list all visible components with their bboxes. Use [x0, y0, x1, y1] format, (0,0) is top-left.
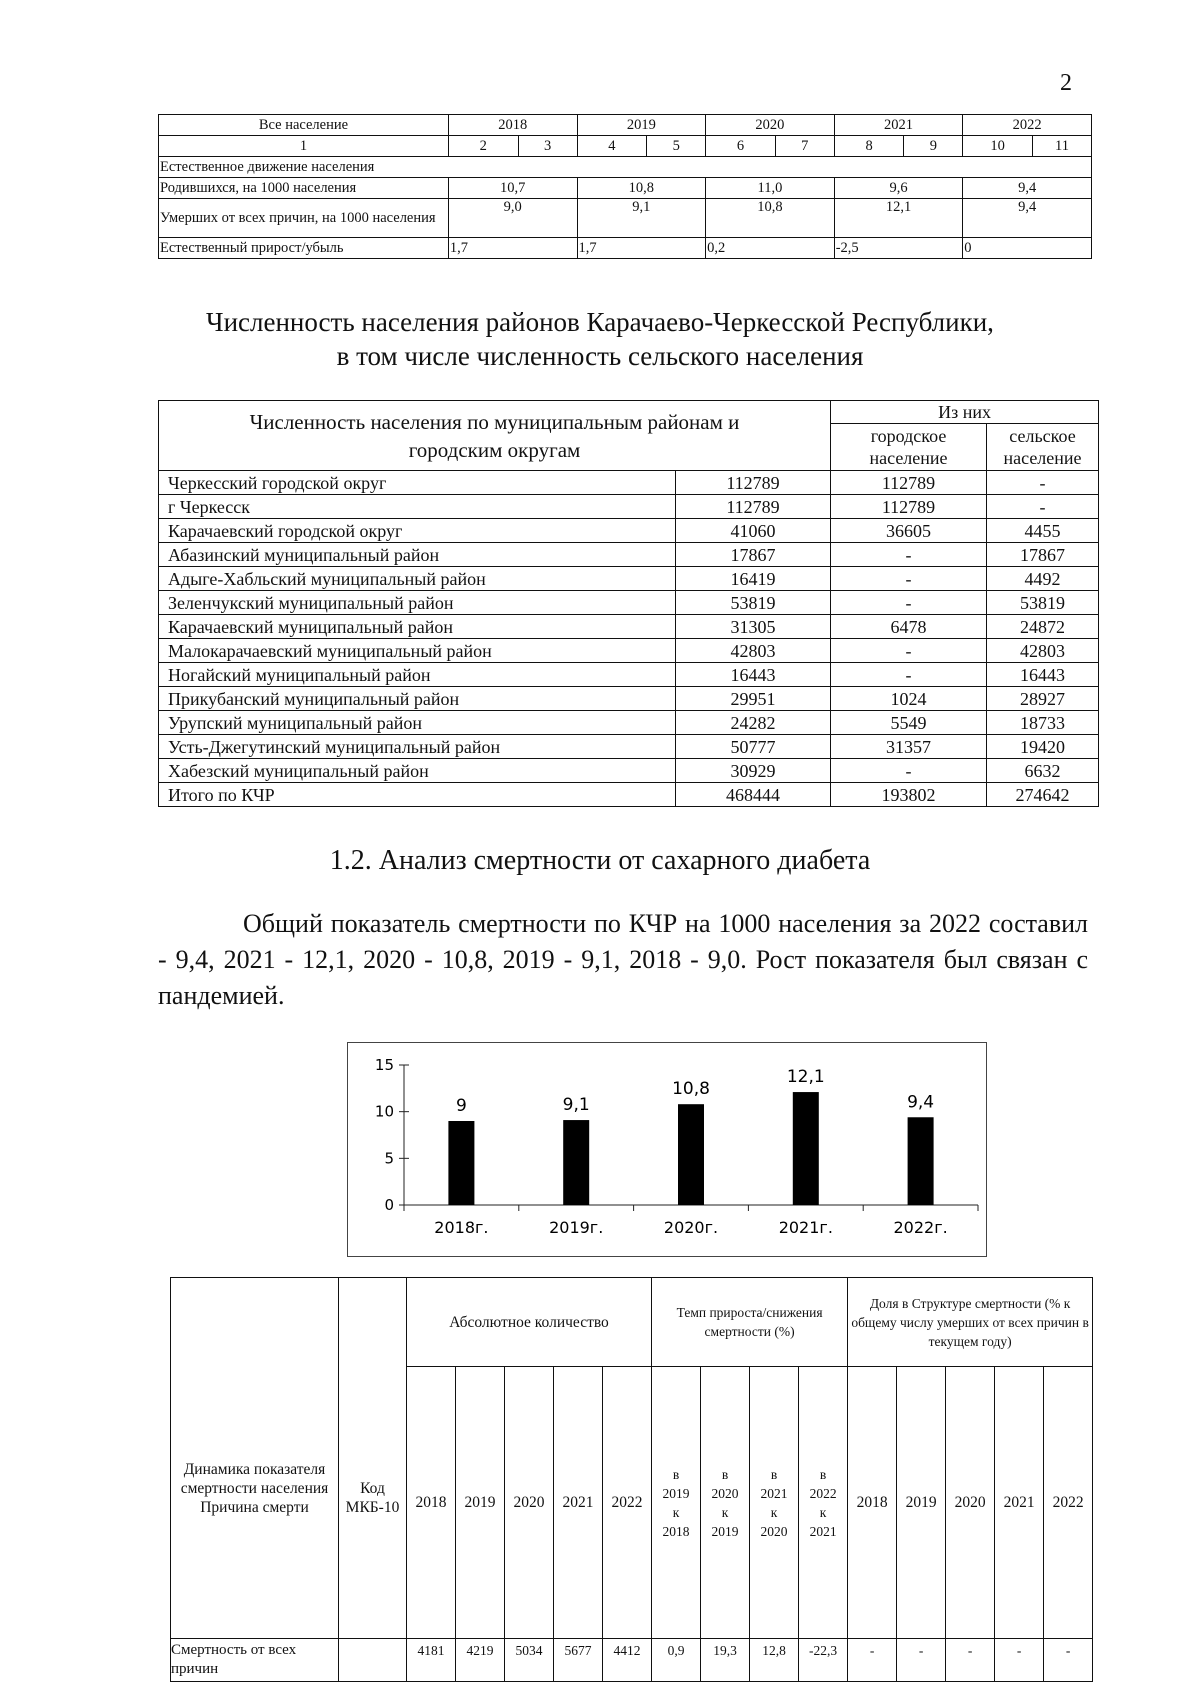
- year-header: 2021: [554, 1367, 603, 1639]
- col-number: 8: [834, 136, 904, 157]
- urban-population: 36605: [831, 519, 987, 543]
- table-row: [159, 471, 1099, 495]
- total-population: 468444: [676, 783, 831, 807]
- mortality-dynamics-table: [170, 1277, 1093, 1682]
- district-name: Зеленчукский муниципальный район: [159, 591, 676, 615]
- x-tick-label: 2020г.: [663, 1218, 719, 1237]
- share-value: -: [995, 1639, 1044, 1682]
- rate-value: 0,9: [652, 1639, 701, 1682]
- x-tick-label: 2019г.: [549, 1218, 604, 1237]
- rural-population: 24872: [987, 615, 1099, 639]
- data-label: 10,8: [672, 1079, 710, 1100]
- table-row: [159, 759, 1099, 783]
- urban-population: 6478: [831, 615, 987, 639]
- total-population: 53819: [676, 591, 831, 615]
- row-label: Умерших от всех причин, на 1000 населения: [159, 199, 449, 238]
- district-name: Итого по КЧР: [159, 783, 676, 807]
- year-header: 2018: [407, 1367, 456, 1639]
- total-population: 31305: [676, 615, 831, 639]
- year-header: 2020: [505, 1367, 554, 1639]
- col-number: 7: [775, 136, 834, 157]
- header-main: Численность населения по муниципальным районам и городским округам: [159, 401, 831, 471]
- year-header: 2019: [577, 115, 706, 136]
- col-number: 1: [159, 136, 449, 157]
- cell-value: 10,8: [706, 199, 835, 238]
- district-name: Ногайский муниципальный район: [159, 663, 676, 687]
- birth-death-table: [158, 114, 1092, 259]
- mortality-chart: [347, 1042, 987, 1257]
- bar: [678, 1104, 704, 1205]
- rural-population: 19420: [987, 735, 1099, 759]
- table-row: [159, 735, 1099, 759]
- header-rate: Темп прироста/снижения смертности (%): [652, 1278, 848, 1367]
- cell-value: 1,7: [577, 238, 706, 259]
- y-tick-label: 15: [374, 1056, 394, 1074]
- total-population: 112789: [676, 471, 831, 495]
- cell-value: -2,5: [834, 238, 963, 259]
- cell-value: 10,8: [577, 178, 706, 199]
- data-label: 9,4: [907, 1092, 935, 1113]
- cell-value: 10,7: [448, 178, 577, 199]
- district-name: Усть-Джегутинский муниципальный район: [159, 735, 676, 759]
- share-year-header: 2022: [1044, 1367, 1093, 1639]
- header-rural: сельское население: [987, 424, 1099, 471]
- paragraph: Общий показатель смертности по КЧР на 1000 населения за 2022 составил - 9,4, 2021 - 12,1, 2020 - 10,8, 2019 - 9,1, 2018 - 9,0. Рост показателя был связан с пандемией.: [158, 909, 1088, 1010]
- data-label: 12,1: [786, 1067, 825, 1088]
- rate-col-header: в 2022 к 2021: [799, 1367, 848, 1639]
- page-number: 2: [1060, 70, 1072, 96]
- col-number: 2: [448, 136, 518, 157]
- rural-population: 18733: [987, 711, 1099, 735]
- section-heading-diabetes: 1.2. Анализ смертности от сахарного диабета: [329, 845, 871, 876]
- total-population: 41060: [676, 519, 831, 543]
- year-header: 2022: [963, 115, 1092, 136]
- urban-population: 112789: [831, 495, 987, 519]
- header-urban: городское население: [831, 424, 987, 471]
- total-population: 30929: [676, 759, 831, 783]
- header-dynamics: Динамика показателя смертности населения Причина смерти: [171, 1278, 339, 1639]
- cell-value: 9,1: [577, 199, 706, 238]
- total-population: 29951: [676, 687, 831, 711]
- year-header: 2022: [603, 1367, 652, 1639]
- table-row: [159, 495, 1099, 519]
- share-value: -: [848, 1639, 897, 1682]
- urban-population: 5549: [831, 711, 987, 735]
- total-population: 16443: [676, 663, 831, 687]
- total-population: 112789: [676, 495, 831, 519]
- col-number: 6: [706, 136, 776, 157]
- urban-population: -: [831, 567, 987, 591]
- y-tick-label: 5: [384, 1149, 394, 1168]
- rural-population: 4492: [987, 567, 1099, 591]
- district-name: Карачаевский муниципальный район: [159, 615, 676, 639]
- col-number: 10: [963, 136, 1033, 157]
- section-heading-line1: Численность населения районов Карачаево-Черкесской Республики,: [206, 307, 994, 337]
- data-label: 9,1: [562, 1095, 590, 1116]
- bar: [448, 1121, 474, 1205]
- abs-value: 5034: [505, 1639, 554, 1682]
- district-name: г Черкесск: [159, 495, 676, 519]
- district-name: Урупский муниципальный район: [159, 711, 676, 735]
- share-value: -: [946, 1639, 995, 1682]
- row-label: Смертность от всех причин: [171, 1639, 339, 1682]
- col-number: 3: [518, 136, 577, 157]
- share-value: -: [897, 1639, 946, 1682]
- district-name: Черкесский городской округ: [159, 471, 676, 495]
- table-row: [159, 687, 1099, 711]
- urban-population: -: [831, 663, 987, 687]
- total-population: 42803: [676, 639, 831, 663]
- table-row: [159, 663, 1099, 687]
- rural-population: 4455: [987, 519, 1099, 543]
- table-row: [159, 639, 1099, 663]
- rural-population: 274642: [987, 783, 1099, 807]
- year-header: 2019: [456, 1367, 505, 1639]
- x-tick-label: 2021г.: [778, 1218, 833, 1237]
- row-label: Естественный прирост/убыль: [159, 238, 449, 259]
- rural-population: 16443: [987, 663, 1099, 687]
- urban-population: -: [831, 591, 987, 615]
- bar: [563, 1120, 589, 1205]
- cell-value: 9,4: [963, 178, 1092, 199]
- table-row: [159, 711, 1099, 735]
- share-year-header: 2021: [995, 1367, 1044, 1639]
- urban-population: 1024: [831, 687, 987, 711]
- data-label: 9: [455, 1096, 467, 1116]
- header-share: Доля в Структуре смертности (% к общему числу умерших от всех причин в текущем году): [848, 1278, 1093, 1367]
- rate-value: -22,3: [799, 1639, 848, 1682]
- table-row: [159, 615, 1099, 639]
- header-absolute: Абсолютное количество: [407, 1278, 652, 1367]
- abs-value: 5677: [554, 1639, 603, 1682]
- urban-population: -: [831, 543, 987, 567]
- share-year-header: 2019: [897, 1367, 946, 1639]
- rate-col-header: в 2019 к 2018: [652, 1367, 701, 1639]
- total-population: 16419: [676, 567, 831, 591]
- x-tick-label: 2022г.: [893, 1218, 948, 1237]
- total-population: 17867: [676, 543, 831, 567]
- cell-value: 0: [963, 238, 1092, 259]
- abs-value: 4181: [407, 1639, 456, 1682]
- y-tick-label: 10: [374, 1102, 394, 1121]
- population-table: [158, 400, 1099, 807]
- share-value: -: [1044, 1639, 1093, 1682]
- cell-value: 9,6: [834, 178, 963, 199]
- bar: [908, 1117, 934, 1205]
- total-population: 50777: [676, 735, 831, 759]
- table-row: [159, 567, 1099, 591]
- district-name: Адыге-Хабльский муниципальный район: [159, 567, 676, 591]
- rural-population: 6632: [987, 759, 1099, 783]
- total-population: 24282: [676, 711, 831, 735]
- share-year-header: 2020: [946, 1367, 995, 1639]
- chart-svg: [348, 1043, 986, 1256]
- section-heading-line2: в том числе численность сельского населения: [336, 341, 864, 371]
- col-number: 9: [904, 136, 963, 157]
- col-number: 11: [1033, 136, 1092, 157]
- year-header: 2020: [706, 115, 835, 136]
- cell-value: 9,4: [963, 199, 1092, 238]
- abs-value: 4219: [456, 1639, 505, 1682]
- row-code: [339, 1639, 407, 1682]
- row-label: Родившихся, на 1000 населения: [159, 178, 449, 199]
- table-row: [159, 543, 1099, 567]
- rural-population: 17867: [987, 543, 1099, 567]
- rate-value: 19,3: [701, 1639, 750, 1682]
- y-tick-label: 0: [384, 1196, 394, 1214]
- cell-value: 9,0: [448, 199, 577, 238]
- district-name: Прикубанский муниципальный район: [159, 687, 676, 711]
- table-row: [159, 519, 1099, 543]
- urban-population: 193802: [831, 783, 987, 807]
- urban-population: 112789: [831, 471, 987, 495]
- district-name: Карачаевский городской округ: [159, 519, 676, 543]
- rate-col-header: в 2020 к 2019: [701, 1367, 750, 1639]
- urban-population: -: [831, 759, 987, 783]
- rate-value: 12,8: [750, 1639, 799, 1682]
- rural-population: -: [987, 471, 1099, 495]
- year-header: 2018: [448, 115, 577, 136]
- header-code: Код МКБ-10: [339, 1278, 407, 1639]
- rural-population: 42803: [987, 639, 1099, 663]
- abs-value: 4412: [603, 1639, 652, 1682]
- section-label: Естественное движение населения: [159, 157, 1092, 178]
- rural-population: 53819: [987, 591, 1099, 615]
- urban-population: -: [831, 639, 987, 663]
- district-name: Абазинский муниципальный район: [159, 543, 676, 567]
- col-number: 4: [577, 136, 647, 157]
- bar: [793, 1092, 819, 1205]
- rural-population: 28927: [987, 687, 1099, 711]
- rural-population: -: [987, 495, 1099, 519]
- table-row: [159, 591, 1099, 615]
- urban-population: 31357: [831, 735, 987, 759]
- cell-value: 1,7: [448, 238, 577, 259]
- rate-col-header: в 2021 к 2020: [750, 1367, 799, 1639]
- cell-value: 0,2: [706, 238, 835, 259]
- table-row: [159, 783, 1099, 807]
- cell-value: 12,1: [834, 199, 963, 238]
- x-tick-label: 2018г.: [434, 1218, 489, 1237]
- district-name: Хабезский муниципальный район: [159, 759, 676, 783]
- col-number: 5: [647, 136, 706, 157]
- header-group: Из них: [831, 401, 1099, 424]
- year-header: 2021: [834, 115, 963, 136]
- district-name: Малокарачаевский муниципальный район: [159, 639, 676, 663]
- header-label: Все население: [159, 115, 449, 136]
- share-year-header: 2018: [848, 1367, 897, 1639]
- cell-value: 11,0: [706, 178, 835, 199]
